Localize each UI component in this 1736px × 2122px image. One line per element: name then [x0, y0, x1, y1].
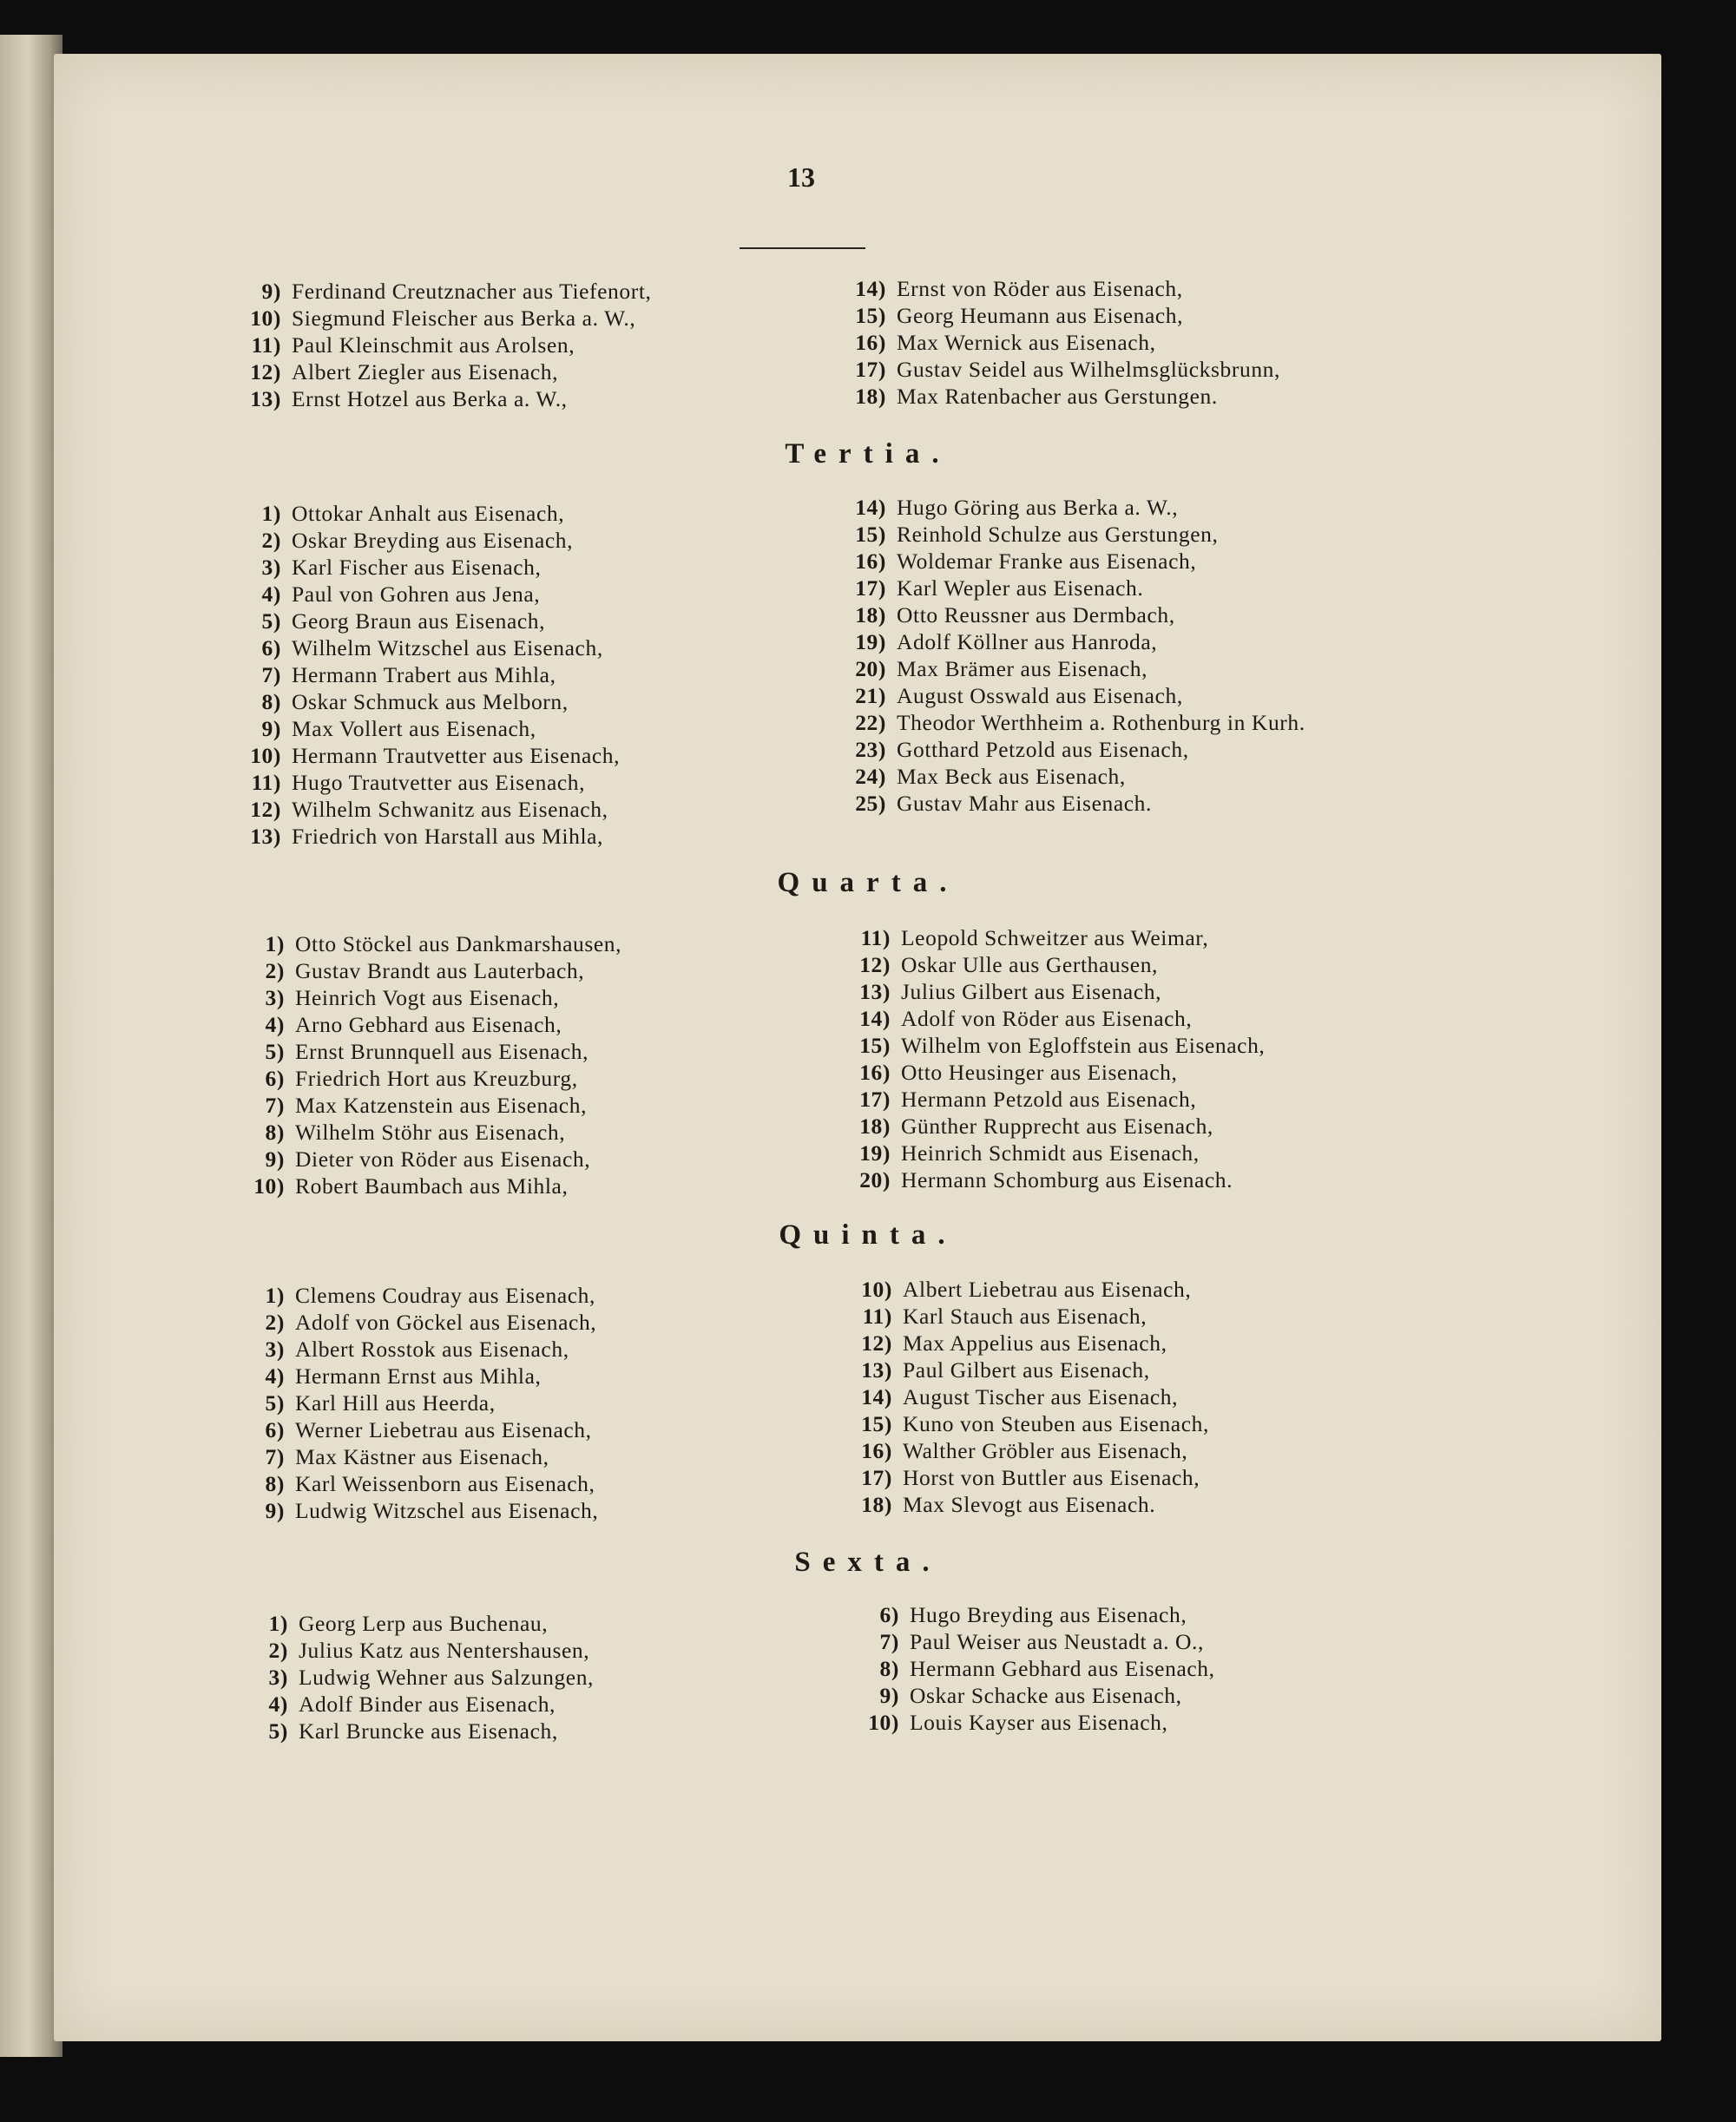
list-entry — [835, 1303, 1209, 1330]
entry-name: Max Kästner aus Eisenach, — [295, 1444, 549, 1469]
entry-number: 8) — [879, 1656, 899, 1681]
list-entry — [227, 769, 620, 796]
list-entry — [231, 1173, 621, 1199]
entry-number: 3) — [261, 555, 281, 580]
entry-name: Albert Ziegler aus Eisenach, — [292, 359, 559, 384]
entry-name: Paul Gilbert aus Eisenach, — [903, 1357, 1150, 1383]
list-entry — [835, 1464, 1209, 1491]
list-entry — [835, 1330, 1209, 1357]
entry-name: Walther Gröbler aus Eisenach, — [903, 1438, 1188, 1463]
entry-number: 6) — [261, 635, 281, 660]
entry-number: 5) — [265, 1390, 285, 1416]
entry-number: 17) — [861, 1465, 892, 1490]
entry-number: 9) — [261, 279, 281, 304]
list-entry — [227, 661, 620, 688]
entry-number: 2) — [268, 1638, 288, 1663]
list-entry — [234, 1664, 594, 1691]
entry-name: Oskar Schmuck aus Melborn, — [292, 689, 569, 714]
entry-name: Max Katzenstein aus Eisenach, — [295, 1093, 588, 1118]
entry-number: 8) — [265, 1120, 285, 1145]
entry-number: 18) — [861, 1492, 892, 1517]
top-right-column — [829, 275, 1280, 410]
list-entry — [231, 1497, 598, 1524]
list-entry — [231, 1363, 598, 1389]
list-entry — [227, 796, 620, 823]
entry-number: 10) — [861, 1277, 892, 1302]
entry-name: Ottokar Anhalt aus Eisenach, — [292, 501, 565, 526]
list-entry — [227, 278, 652, 305]
entry-number: 3) — [265, 985, 285, 1010]
list-entry — [829, 575, 1305, 601]
list-entry — [227, 581, 620, 608]
entry-number: 11) — [860, 925, 891, 950]
entry-number: 13) — [250, 386, 281, 411]
list-entry — [829, 329, 1280, 356]
entry-number: 1) — [261, 501, 281, 526]
entry-number: 6) — [265, 1066, 285, 1091]
entry-number: 4) — [261, 581, 281, 607]
entry-name: Karl Fischer aus Eisenach, — [292, 555, 542, 580]
list-entry — [227, 385, 652, 412]
entry-name: Reinhold Schulze aus Gerstungen, — [897, 522, 1219, 547]
page-number: 13 — [787, 161, 815, 193]
entry-number: 9) — [265, 1146, 285, 1172]
entry-name: Woldemar Franke aus Eisenach, — [897, 549, 1197, 574]
entry-name: Ernst Hotzel aus Berka a. W., — [292, 386, 568, 411]
list-entry — [835, 1276, 1209, 1303]
entry-number: 14) — [861, 1384, 892, 1409]
list-entry — [829, 521, 1305, 548]
list-entry — [227, 742, 620, 769]
entry-name: Max Slevogt aus Eisenach. — [903, 1492, 1156, 1517]
entry-name: Theodor Werthheim a. Rothenburg in Kurh. — [897, 710, 1305, 735]
entry-number: 23) — [855, 737, 886, 762]
entry-name: Horst von Buttler aus Eisenach, — [903, 1465, 1200, 1490]
entry-number: 10) — [250, 743, 281, 768]
list-entry — [227, 305, 652, 332]
list-entry — [231, 1146, 621, 1173]
list-entry — [833, 1166, 1265, 1193]
entry-number: 16) — [861, 1438, 892, 1463]
entry-name: Wilhelm von Egloffstein aus Eisenach, — [901, 1033, 1266, 1058]
list-entry — [833, 1059, 1265, 1086]
entry-name: Max Wernick aus Eisenach, — [897, 330, 1156, 355]
entry-number: 17) — [855, 357, 886, 382]
entry-number: 4) — [265, 1012, 285, 1037]
entry-name: Albert Rosstok aus Eisenach, — [295, 1337, 569, 1362]
entry-name: Georg Lerp aus Buchenau, — [299, 1611, 549, 1636]
list-entry — [842, 1628, 1215, 1655]
entry-number: 7) — [265, 1093, 285, 1118]
entry-number: 24) — [855, 764, 886, 789]
entry-name: Paul von Gohren aus Jena, — [292, 581, 541, 607]
list-entry — [234, 1610, 594, 1637]
list-entry — [231, 1038, 621, 1065]
entry-name: Hugo Breyding aus Eisenach, — [910, 1602, 1187, 1627]
entry-name: Hugo Trautvetter aus Eisenach, — [292, 770, 586, 795]
entry-name: Heinrich Vogt aus Eisenach, — [295, 985, 560, 1010]
entry-number: 15) — [855, 522, 886, 547]
entry-number: 1) — [265, 931, 285, 956]
entry-number: 13) — [861, 1357, 892, 1383]
entry-number: 1) — [268, 1611, 288, 1636]
entry-name: Clemens Coudray aus Eisenach, — [295, 1283, 595, 1308]
entry-number: 6) — [879, 1602, 899, 1627]
entry-name: Hermann Ernst aus Mihla, — [295, 1363, 542, 1389]
entry-number: 10) — [250, 305, 281, 331]
entry-name: Wilhelm Stöhr aus Eisenach, — [295, 1120, 566, 1145]
entry-number: 9) — [265, 1498, 285, 1523]
list-entry — [829, 628, 1305, 655]
entry-number: 20) — [855, 656, 886, 681]
entry-number: 8) — [261, 689, 281, 714]
entry-name: Hermann Gebhard aus Eisenach, — [910, 1656, 1215, 1681]
list-entry — [829, 548, 1305, 575]
entry-name: Arno Gebhard aus Eisenach, — [295, 1012, 562, 1037]
list-entry — [833, 1086, 1265, 1113]
entry-name: Oskar Schacke aus Eisenach, — [910, 1683, 1182, 1708]
entry-number: 11) — [862, 1304, 892, 1329]
sexta-left-column — [234, 1610, 594, 1744]
entry-name: Georg Braun aus Eisenach, — [292, 608, 546, 634]
entry-number: 7) — [265, 1444, 285, 1469]
entry-number: 10) — [253, 1173, 285, 1199]
entry-name: Julius Gilbert aus Eisenach, — [901, 979, 1162, 1004]
entry-number: 19) — [855, 629, 886, 654]
entry-name: Gustav Mahr aus Eisenach. — [897, 791, 1153, 816]
entry-name: Hermann Petzold aus Eisenach, — [901, 1087, 1197, 1112]
entry-number: 16) — [855, 330, 886, 355]
entry-number: 7) — [261, 662, 281, 687]
entry-name: Otto Stöckel aus Dankmarshausen, — [295, 931, 622, 956]
quarta-left-column — [231, 930, 621, 1199]
list-entry — [835, 1410, 1209, 1437]
list-entry — [833, 978, 1265, 1005]
list-entry — [231, 1389, 598, 1416]
entry-name: Friedrich von Harstall aus Mihla, — [292, 824, 604, 849]
entry-name: Karl Hill aus Heerda, — [295, 1390, 496, 1416]
entry-number: 15) — [859, 1033, 891, 1058]
entry-number: 2) — [261, 528, 281, 553]
entry-number: 25) — [855, 791, 886, 816]
entry-name: Max Beck aus Eisenach, — [897, 764, 1126, 789]
list-entry — [833, 924, 1265, 951]
entry-name: Oskar Ulle aus Gerthausen, — [901, 952, 1159, 977]
entry-number: 4) — [268, 1692, 288, 1717]
entry-number: 3) — [268, 1665, 288, 1690]
entry-name: Kuno von Steuben aus Eisenach, — [903, 1411, 1209, 1436]
entry-number: 12) — [859, 952, 891, 977]
list-entry — [227, 500, 620, 527]
list-entry — [829, 356, 1280, 383]
page-number-rule — [740, 247, 865, 249]
entry-number: 2) — [265, 958, 285, 983]
section-heading-tertia: Tertia. — [785, 438, 951, 470]
list-entry — [231, 1011, 621, 1038]
entry-name: Otto Reussner aus Dermbach, — [897, 602, 1175, 627]
list-entry — [234, 1637, 594, 1664]
list-entry — [829, 763, 1305, 790]
list-entry — [231, 930, 621, 957]
entry-name: Karl Bruncke aus Eisenach, — [299, 1718, 558, 1744]
entry-name: Max Appelius aus Eisenach, — [903, 1330, 1167, 1356]
entry-name: Hermann Trabert aus Mihla, — [292, 662, 556, 687]
entry-name: Gotthard Petzold aus Eisenach, — [897, 737, 1189, 762]
quarta-right-column — [833, 924, 1265, 1193]
entry-number: 14) — [859, 1006, 891, 1031]
list-entry — [829, 494, 1305, 521]
entry-name: Adolf von Röder aus Eisenach, — [901, 1006, 1193, 1031]
list-entry — [829, 682, 1305, 709]
list-entry — [829, 383, 1280, 410]
section-heading-quinta: Quinta. — [779, 1219, 957, 1251]
list-entry — [833, 1005, 1265, 1032]
quinta-left-column — [231, 1282, 598, 1524]
entry-number: 13) — [250, 824, 281, 849]
entry-number: 14) — [855, 276, 886, 301]
entry-name: Adolf Köllner aus Hanroda, — [897, 629, 1158, 654]
entry-name: Friedrich Hort aus Kreuzburg, — [295, 1066, 578, 1091]
entry-number: 2) — [265, 1310, 285, 1335]
list-entry — [231, 1309, 598, 1336]
entry-number: 17) — [859, 1087, 891, 1112]
list-entry — [227, 332, 652, 358]
entry-name: Wilhelm Witzschel aus Eisenach, — [292, 635, 603, 660]
list-entry — [227, 823, 620, 850]
list-entry — [833, 1032, 1265, 1059]
entry-number: 5) — [261, 608, 281, 634]
list-entry — [227, 688, 620, 715]
list-entry — [829, 275, 1280, 302]
entry-name: Werner Liebetrau aus Eisenach, — [295, 1417, 592, 1442]
sexta-right-column — [842, 1601, 1215, 1736]
list-entry — [234, 1718, 594, 1744]
entry-name: Ernst Brunnquell aus Eisenach, — [295, 1039, 589, 1064]
list-entry — [231, 1416, 598, 1443]
section-heading-sexta: Sexta. — [794, 1547, 942, 1578]
top-left-column — [227, 278, 652, 412]
entry-number: 15) — [861, 1411, 892, 1436]
entry-name: Georg Heumann aus Eisenach, — [897, 303, 1184, 328]
list-entry — [829, 709, 1305, 736]
list-entry — [231, 1336, 598, 1363]
entry-number: 17) — [855, 575, 886, 601]
entry-number: 22) — [855, 710, 886, 735]
list-entry — [231, 1282, 598, 1309]
tertia-left-column — [227, 500, 620, 850]
entry-name: Paul Weiser aus Neustadt a. O., — [910, 1629, 1205, 1654]
entry-number: 3) — [265, 1337, 285, 1362]
list-entry — [231, 1092, 621, 1119]
entry-name: Heinrich Schmidt aus Eisenach, — [901, 1140, 1200, 1166]
list-entry — [842, 1682, 1215, 1709]
list-entry — [231, 1065, 621, 1092]
entry-name: Adolf Binder aus Eisenach, — [299, 1692, 556, 1717]
list-entry — [835, 1357, 1209, 1383]
entry-name: Ferdinand Creutznacher aus Tiefenort, — [292, 279, 652, 304]
entry-name: Albert Liebetrau aus Eisenach, — [903, 1277, 1192, 1302]
list-entry — [835, 1383, 1209, 1410]
entry-name: Leopold Schweitzer aus Weimar, — [901, 925, 1209, 950]
list-entry — [833, 951, 1265, 978]
list-entry — [234, 1691, 594, 1718]
entry-number: 12) — [861, 1330, 892, 1356]
list-entry — [842, 1601, 1215, 1628]
entry-number: 21) — [855, 683, 886, 708]
list-entry — [227, 554, 620, 581]
entry-number: 18) — [855, 602, 886, 627]
entry-number: 13) — [859, 979, 891, 1004]
list-entry — [835, 1491, 1209, 1518]
entry-name: Max Ratenbacher aus Gerstungen. — [897, 384, 1218, 409]
entry-name: Paul Kleinschmit aus Arolsen, — [292, 332, 575, 358]
entry-name: Otto Heusinger aus Eisenach, — [901, 1060, 1178, 1085]
list-entry — [842, 1709, 1215, 1736]
entry-number: 12) — [250, 359, 281, 384]
entry-name: Karl Stauch aus Eisenach, — [903, 1304, 1147, 1329]
list-entry — [829, 601, 1305, 628]
entry-name: Ludwig Witzschel aus Eisenach, — [295, 1498, 599, 1523]
entry-number: 1) — [265, 1283, 285, 1308]
entry-number: 15) — [855, 303, 886, 328]
entry-number: 19) — [859, 1140, 891, 1166]
list-entry — [227, 358, 652, 385]
entry-name: Oskar Breyding aus Eisenach, — [292, 528, 574, 553]
entry-number: 5) — [268, 1718, 288, 1744]
tertia-right-column — [829, 494, 1305, 817]
entry-number: 6) — [265, 1417, 285, 1442]
entry-number: 9) — [261, 716, 281, 741]
entry-name: Max Vollert aus Eisenach, — [292, 716, 536, 741]
entry-name: Hermann Trautvetter aus Eisenach, — [292, 743, 621, 768]
entry-name: Hugo Göring aus Berka a. W., — [897, 495, 1179, 520]
list-entry — [227, 634, 620, 661]
entry-number: 9) — [879, 1683, 899, 1708]
entry-name: August Osswald aus Eisenach, — [897, 683, 1183, 708]
entry-name: Karl Weissenborn aus Eisenach, — [295, 1471, 595, 1496]
entry-name: Siegmund Fleischer aus Berka a. W., — [292, 305, 636, 331]
entry-name: Dieter von Röder aus Eisenach, — [295, 1146, 591, 1172]
entry-number: 18) — [859, 1114, 891, 1139]
list-entry — [829, 790, 1305, 817]
entry-name: Gustav Seidel aus Wilhelmsglücksbrunn, — [897, 357, 1281, 382]
entry-number: 16) — [859, 1060, 891, 1085]
entry-number: 7) — [879, 1629, 899, 1654]
entry-number: 11) — [251, 770, 281, 795]
entry-number: 12) — [250, 797, 281, 822]
list-entry — [829, 736, 1305, 763]
entry-name: August Tischer aus Eisenach, — [903, 1384, 1179, 1409]
entry-number: 11) — [251, 332, 281, 358]
entry-number: 10) — [868, 1710, 899, 1735]
entry-name: Günther Rupprecht aus Eisenach, — [901, 1114, 1213, 1139]
quinta-right-column — [835, 1276, 1209, 1518]
entry-name: Wilhelm Schwanitz aus Eisenach, — [292, 797, 608, 822]
list-entry — [829, 655, 1305, 682]
list-entry — [835, 1437, 1209, 1464]
entry-name: Hermann Schomburg aus Eisenach. — [901, 1167, 1233, 1192]
list-entry — [829, 302, 1280, 329]
list-entry — [231, 1470, 598, 1497]
list-entry — [231, 1443, 598, 1470]
entry-number: 5) — [265, 1039, 285, 1064]
entry-name: Ernst von Röder aus Eisenach, — [897, 276, 1183, 301]
entry-name: Karl Wepler aus Eisenach. — [897, 575, 1144, 601]
entry-number: 8) — [265, 1471, 285, 1496]
entry-number: 14) — [855, 495, 886, 520]
list-entry — [231, 957, 621, 984]
entry-number: 18) — [855, 384, 886, 409]
entry-number: 4) — [265, 1363, 285, 1389]
entry-name: Max Brämer aus Eisenach, — [897, 656, 1148, 681]
entry-name: Ludwig Wehner aus Salzungen, — [299, 1665, 595, 1690]
list-entry — [227, 715, 620, 742]
entry-name: Gustav Brandt aus Lauterbach, — [295, 958, 585, 983]
entry-number: 20) — [859, 1167, 891, 1192]
list-entry — [227, 608, 620, 634]
list-entry — [231, 1119, 621, 1146]
entry-number: 16) — [855, 549, 886, 574]
list-entry — [833, 1140, 1265, 1166]
list-entry — [833, 1113, 1265, 1140]
list-entry — [842, 1655, 1215, 1682]
section-heading-quarta: Quarta. — [777, 867, 959, 898]
list-entry — [231, 984, 621, 1011]
entry-name: Robert Baumbach aus Mihla, — [295, 1173, 569, 1199]
entry-name: Adolf von Göckel aus Eisenach, — [295, 1310, 597, 1335]
entry-name: Julius Katz aus Nentershausen, — [299, 1638, 590, 1663]
list-entry — [227, 527, 620, 554]
entry-name: Louis Kayser aus Eisenach, — [910, 1710, 1168, 1735]
